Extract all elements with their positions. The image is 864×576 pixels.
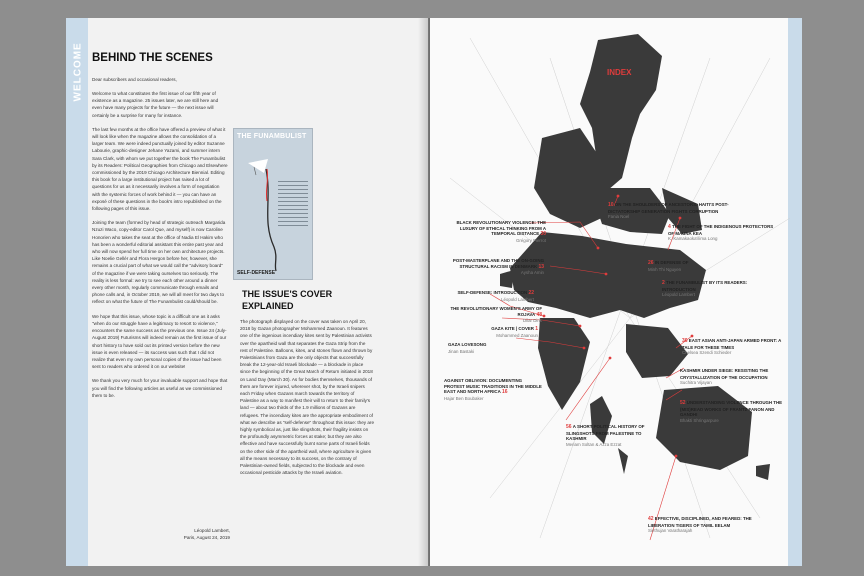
- index-entry: [662, 280, 762, 298]
- signature-date: Paris, August 24, 2019: [183, 535, 230, 540]
- index-entry: [446, 306, 542, 324]
- cover-heading: [242, 288, 332, 312]
- index-entry: [648, 516, 764, 534]
- index-entry: [680, 400, 786, 423]
- entry-title: THE FUNAMBULIST BY ITS READERS: INTRODUCTION: [662, 280, 748, 292]
- right-page: [430, 18, 802, 566]
- entry-title: GAZA KITE | COVER: [491, 326, 534, 331]
- cover-footer: SELF-DEFENSE: [237, 270, 276, 276]
- page-heading: BEHIND THE SCENES: [92, 52, 213, 64]
- entry-number: 22: [528, 290, 534, 296]
- entry-title: A SHORT POLITICAL HISTORY OF SLINGSHOTS FROM PALESTINE TO KASHMIR: [566, 424, 645, 442]
- cover-title: THE FUNAMBULIST: [237, 133, 307, 140]
- entry-author: Dilar Dirik: [522, 318, 542, 324]
- entry-author: K. Kamakaoka'ilima Long: [668, 236, 718, 242]
- entry-author: Léopold Lambert: [662, 292, 695, 298]
- entry-title: EFFECTIVE, DISCIPLINED, AND FEARED: THE LIBERATION TIGERS OF TAMIL EELAM: [648, 516, 752, 528]
- paragraph: We hope that this issue, whose topic is a difficult one as it asks "when do our struggle have a legitimacy to resort to violence," encounters the same success as the previous one. Issue 24 (July-August 2019) Futurisms will indeed remain as the first issue of our short history to have sold out its printed version before the new issue is even released — its success was such that I did not realize that even my own personal copies of the issue had been sent to readers who ordered it on our website!: [92, 313, 227, 370]
- index-entry: [448, 258, 544, 276]
- entry-number: 26: [648, 260, 654, 266]
- entry-author: Meriam Soltan & Azza Ezzat: [566, 441, 622, 447]
- entry-title: THE FIGHT OF THE INDIGENOUS PROTECTORS OF MAUNA KEA: [668, 224, 774, 236]
- entry-number: 30: [540, 231, 546, 238]
- entry-author: Suchitra Vijayan: [680, 380, 712, 386]
- entry-author: Chelsea Szendi Schieder: [682, 350, 732, 356]
- paragraph: We thank you very much for your invaluable support and hope that you will find the following articles as useful as we commissioned them to be.: [92, 378, 228, 398]
- entry-number: 1: [535, 326, 538, 332]
- entry-title: GAZA LOVESONG: [448, 342, 487, 347]
- entry-number: 56: [566, 424, 572, 430]
- paragraph: Joining the team (formed by head of strategic outreach Margarida Nzuzi Waco, copy-editor Carol Que, and myself) is now Caroline Honorien who takes the seat at the office of Nadia El Hakim who has been a wonderful editorial assistant this entire past year and who will now spend her full time on her own architecture projects. Like Noelie Gellér and Flora Hergon before her, however, she remains a crucial part of what we would call the "advisory board" of the magazine if we were taking ourselves too seriously. The reality is less formal: we try to see each other around a dinner every other month, regularly communicate through emails and phone calls and, in October 2019, we will all meet for two days to reflect on what the future of The Funambulist could/should be.: [92, 220, 226, 305]
- index-entry: [566, 424, 656, 447]
- salutation: Dear subscribers and occasional readers,: [92, 77, 177, 82]
- entry-number: 10: [608, 202, 614, 208]
- entry-title: ON THE SHOULDERS OF ANCESTORS: HAITI'S POST-DICTATORSHIP GENERATION FIGHTS CORRUPTION: [608, 202, 729, 214]
- index-entry: [682, 338, 786, 356]
- entry-number: 48: [536, 311, 542, 318]
- entry-author: Hajar Ben Boubaker: [444, 395, 484, 401]
- index-entry: [444, 378, 542, 401]
- welcome-text: [92, 90, 228, 406]
- entry-title: UNDERSTANDING VIOLENCE THROUGH THE (MIS)READ WORKS OF FRANTZ FANON AND GANDHI: [680, 400, 783, 418]
- entry-title: THE REVOLUTIONARY WOMEN'S ARMY OF ROJAVA: [450, 306, 542, 317]
- entry-author: Jinan Bastaki: [448, 348, 475, 354]
- entry-author: Fania Noel: [608, 214, 630, 220]
- entry-number: 16: [501, 389, 508, 396]
- entry-number: 4: [668, 224, 671, 230]
- paragraph: Welcome to what constitutes the first issue of our fifth year of existence as a magazine. 25 issues later, we are still here and even have many projects for the future — the next issue will certainly be a surprise for many for instance.: [92, 91, 219, 118]
- entry-author: Minh Thi Nguyen: [648, 266, 682, 272]
- entry-author: Léopold Lambert: [501, 296, 534, 302]
- entry-author: Sinthujan Varatharajah: [648, 528, 693, 534]
- signature: [160, 527, 230, 541]
- entry-author: Mohammed Zaanoun: [496, 332, 538, 338]
- entry-title: BLACK REVOLUTIONARY VIOLENCE: THE LUXURY OF ETHICAL THINKING FROM A TEMPORAL DISTANCE: [456, 220, 546, 237]
- entry-title: KASHMIR UNDER SIEGE: RESISTING THE CRYSTALLIZATION OF THE OCCUPATION: [680, 368, 769, 380]
- entry-number: 13: [538, 263, 544, 270]
- signature-name: Léopold Lambert,: [194, 528, 230, 533]
- index-entry: [450, 220, 546, 243]
- index-entry: [608, 202, 758, 220]
- entry-number: 36: [682, 338, 688, 344]
- welcome-label: WELCOME: [72, 42, 84, 102]
- entry-author: Aysha Amin: [520, 270, 544, 276]
- entry-author: Grégory Pierrot: [515, 237, 546, 243]
- index-entry: [448, 326, 538, 338]
- cover-contents: [278, 181, 308, 229]
- entry-number: 42: [648, 516, 654, 522]
- entry-title: AGAINST OBLIVION: DOCUMENTING PROTEST MUSIC TRADITIONS IN THE MIDDLE EAST AND NORTH AFRICA: [444, 378, 542, 395]
- index-entry: [680, 368, 784, 386]
- entry-number: 52: [680, 400, 686, 406]
- index-entry: [668, 224, 778, 242]
- cover-text: The photograph displayed on the cover was taken on April 20, 2018 by Gazan photographer Mohammed Zaanoun. It features one of the ingenious incendiary kites sent by Palestinian activists over the apartheid wall that separates the Gaza Strip from the rest of Palestine. Balloons, kites, and stones flown and thrown by Palestinians from Gaza are the only objects that successfully break the 12-year-old Israeli blockade — a blockade in place since the beginning of the Great March of Return initiated in 2018 on Land Day (March 30). As for bodies themselves, thousands of them are forever injured, wherever shot, by the Israeli snipers each Friday when Gazans march towards the territory of Palestine as a way to manifest their will to return to their family's land — about two thirds of the 1.9 millions of Gazans are refugees. The incendiary kites are the appropriate embodiment of what we describe as "self-defense" throughout this issue: they are highly symbolical as, just like slingshots, their fragility insists on the profoundly asymmetric forces at stake; but they are also effective and have successfully burnt some parts of Israeli fields on the other side of the apartheid wall, where agriculture is given all the means necessary to its success, on the contrary of Palestinian-owned fields, subjected to the blockade and even occasional pesticide attacks by the Israeli aviation.: [240, 319, 375, 476]
- entry-title: IN DEFENSE OF: [654, 260, 689, 265]
- cover-heading-line: EXPLAINED: [242, 301, 294, 311]
- paragraph: The last few months at the office have offered a preview of what it will look like when the magazine allows the consolidation of a larger team. We were indeed punctually joined by editor Suzanne Labourie, graphic-designer Jehane Yazami, and summer intern Sara Clark, with whom we put together the book The Funambulist by its Readers: Political Geographies from Chicago and Elsewhere commissioned by the 2019 Chicago Architecture Biennial. Editing this book for a large institutional project has raised a lot of questions for us as it necessarily involves a form of negotiation with the systemic forces of work behind it — you can have an exposé of these questions in the book's intro republished on the following pages of this issue.: [92, 126, 228, 212]
- entry-title: SELF-DEFENSE: INTRODUCTION: [457, 290, 528, 295]
- cover-heading-line: THE ISSUE'S COVER: [242, 289, 333, 299]
- entry-title: POST-MASTERPLANE AND THE ON-GOING STRUCTURAL RACISM IN DENMARK: [452, 258, 544, 269]
- index-entry: [448, 342, 520, 354]
- index-entry: [648, 260, 738, 272]
- index-entry: [448, 290, 534, 302]
- entry-author: Bhakti Shringarpure: [680, 417, 719, 423]
- entry-number: 2: [662, 280, 665, 286]
- index-title: INDEX: [607, 68, 632, 77]
- entry-title: EAST ASIAN ANTI-JAPAN ARMED FRONT: A TALE FOR THESE TIMES: [682, 338, 782, 350]
- magazine-cover: [233, 128, 313, 280]
